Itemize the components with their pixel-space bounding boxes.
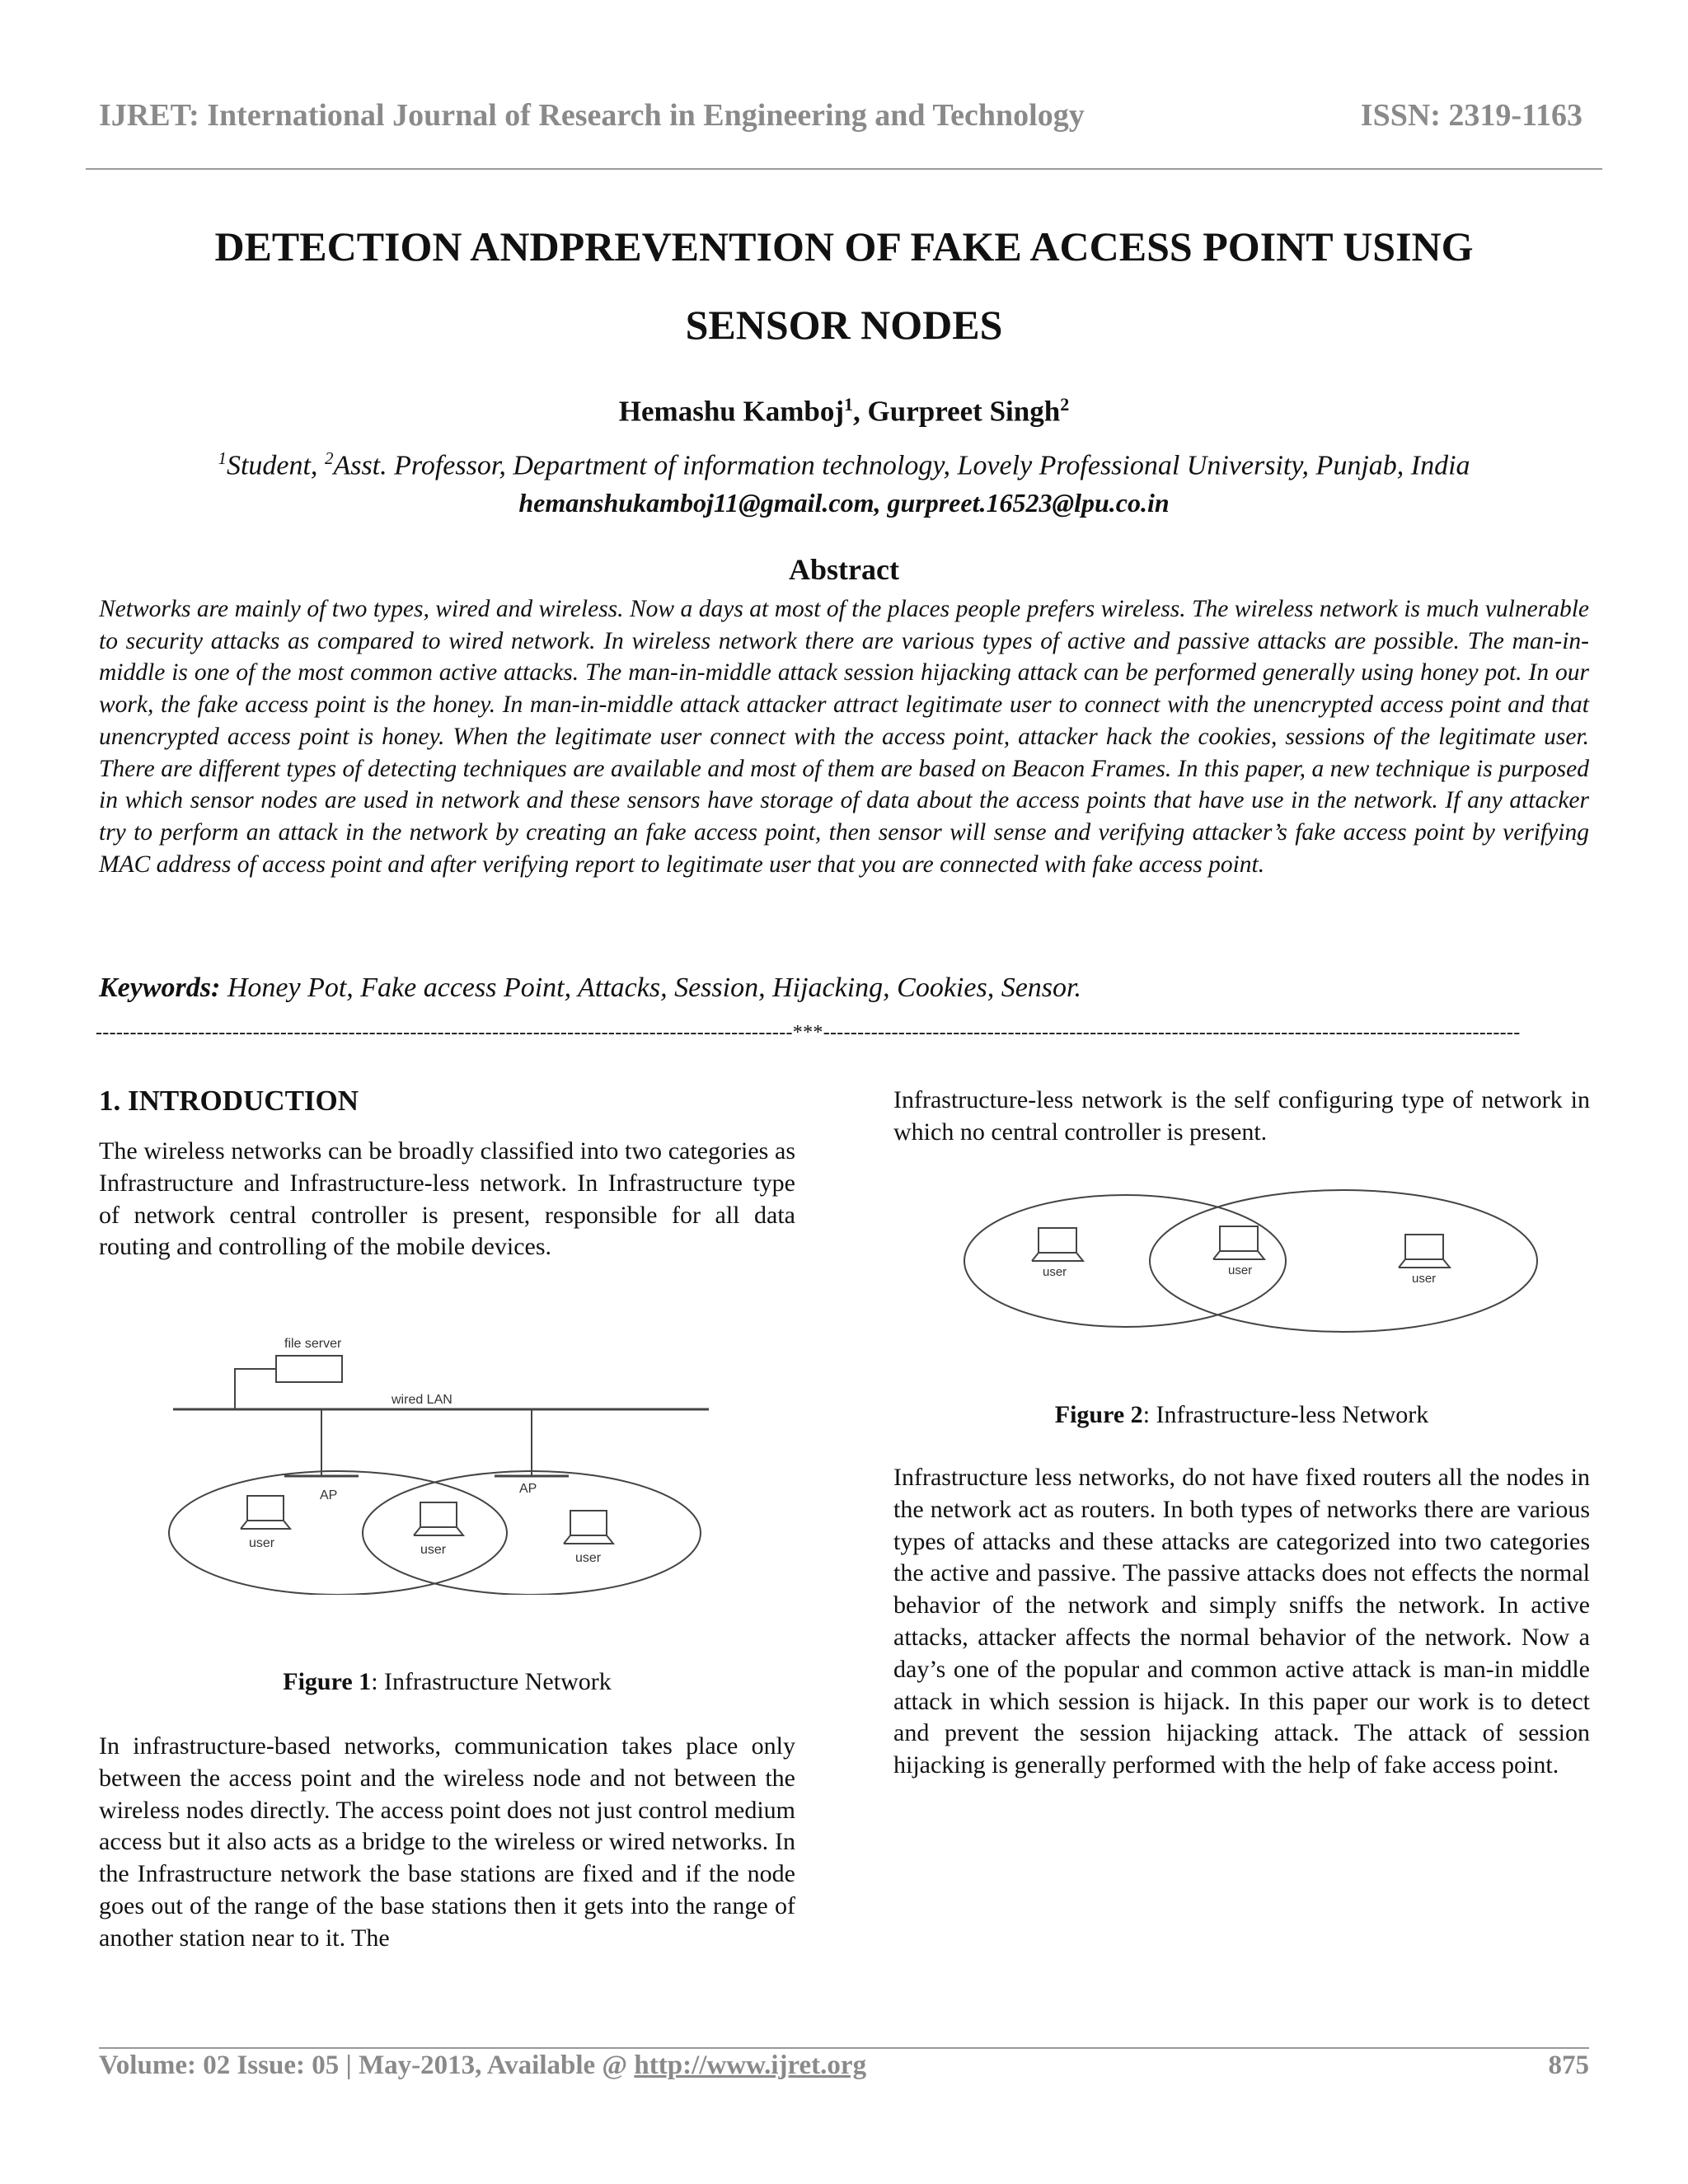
author-1-mark: 1 xyxy=(844,394,854,415)
author-2-mark: 2 xyxy=(1060,394,1070,415)
journal-name: IJRET: International Journal of Research in Engineering and Technology xyxy=(99,98,1085,133)
laptop-icon xyxy=(241,1496,290,1529)
affil-role-2: Asst. Professor, Department of information technology, Lovely Professional University, Punjab, India xyxy=(333,450,1470,481)
label-wired-lan: wired LAN xyxy=(392,1393,452,1407)
label-user-middle: user xyxy=(420,1543,447,1557)
laptop-icon xyxy=(414,1502,463,1535)
abstract-text: Networks are mainly of two types, wired and wireless. Now a days at most of the places people prefers wireless. The wireless network is much vulnerable to security attacks as compared to wired network. In wireless network there are various types of active and passive attacks are possible. The man-in-middle is one of the most common active attacks. The man-in-middle attack session hijacking attack can be performed generally using honey pot. In our work, the fake access point is the honey. In man-in-middle attack attacker attract legitimate user to connect with the unencrypted access point and that unencrypted access point is honey. When the legitimate user connect with the access point, attacker hack the cookies, sessions of the legitimate user. There are different types of detecting techniques are available and most of them are based on Beacon Frames. In this paper, a new technique is purposed in which sensor nodes are used in network and these sensors have storage of data about the access points that have use in the network. If any attacker try to perform an attack in the network by creating an fake access point, then sensor will sense and verifying attacker’s fake access point by verifying MAC address of access point and after verifying report to legitimate user that you are connected with fake access point. xyxy=(99,596,1589,878)
laptop-icon xyxy=(564,1511,613,1544)
label-user-left: user xyxy=(249,1536,275,1550)
laptop-icon xyxy=(1032,1228,1083,1261)
author-2: Gurpreet Singh xyxy=(867,395,1061,428)
affil-role-1: Student, xyxy=(226,450,325,481)
authors xyxy=(99,394,1589,429)
file-server-link xyxy=(235,1369,276,1409)
laptop-icon xyxy=(1213,1226,1264,1259)
section-heading-introduction: 1. INTRODUCTION xyxy=(99,1085,359,1117)
laptop-icon xyxy=(1399,1235,1450,1268)
label-user-left: user xyxy=(1043,1265,1067,1279)
affil-mark-2: 2 xyxy=(324,448,334,468)
figure-1-caption xyxy=(99,1668,795,1696)
keywords xyxy=(99,972,1589,1004)
figure-1-diagram xyxy=(165,1323,725,1595)
intro-paragraph-2: In infrastructure-based networks, communication takes place only between the access point and the wireless node and not between the wireless nodes directly. The access point does not just control medium access but it also acts as a bridge to the wireless or wired networks. In the Infrastructure network the base stations are fixed and if the node goes out of the range of the base stations then it gets into the range of another station near to it. The xyxy=(99,1732,795,1952)
cell-right-ellipse xyxy=(1150,1190,1537,1332)
cell-left-ellipse xyxy=(169,1471,507,1595)
journal-url-link[interactable]: http://www.ijret.org xyxy=(634,2050,867,2080)
author-1: Hemashu Kamboj xyxy=(618,395,845,428)
label-user-middle: user xyxy=(1228,1263,1253,1277)
label-user-right: user xyxy=(575,1551,602,1565)
figure-2-caption-text: : Infrastructure-less Network xyxy=(1142,1401,1429,1428)
figure-1-label: Figure 1 xyxy=(283,1668,372,1695)
keywords-label: Keywords: xyxy=(99,972,221,1003)
footer-volume-text: Volume: 02 Issue: 05 | May-2013, Available @ xyxy=(99,2050,635,2080)
figure-2-diagram xyxy=(956,1179,1541,1335)
cell-left-ellipse xyxy=(964,1195,1286,1327)
file-server-box xyxy=(276,1356,342,1382)
intro-paragraph-1: The wireless networks can be broadly classified into two categories as Infrastructure and Infrastructure-less network. In Infrastructure type of network central controller is present, responsible for all data routing and controlling of the mobile devices. xyxy=(99,1137,795,1261)
footer-volume-info xyxy=(99,2050,866,2081)
figure-1-caption-text: : Infrastructure Network xyxy=(371,1668,612,1695)
paper-title xyxy=(99,208,1589,364)
header-divider xyxy=(86,168,1602,170)
footer-divider xyxy=(99,2047,1589,2049)
affil-mark-1: 1 xyxy=(218,448,227,468)
intro-paragraph-4: Infrastructure less networks, do not have fixed routers all the nodes in the network act as routers. In both types of networks there are various types of attacks and these attacks are categorized into two categories the active and passive. The passive attacks does not effects the normal behavior of the network and simply sniffs the network. In active attacks, attacker affects the normal behavior of the network. Now a day’s one of the popular and common active attack is man-in middle attack in which session is hijack. In this paper our work is to detect and prevent the session hijacking attack. The attack of session hijacking is generally performed with the help of fake access point. xyxy=(893,1464,1590,1779)
keywords-list: Honey Pot, Fake access Point, Attacks, Session, Hijacking, Cookies, Sensor. xyxy=(220,972,1081,1003)
author-separator: , xyxy=(853,395,868,428)
figure-2-label: Figure 2 xyxy=(1054,1401,1143,1428)
label-ap-right: AP xyxy=(519,1482,537,1496)
author-emails: hemanshukamboj11@gmail.com, gurpreet.16523@lpu.co.in xyxy=(518,488,1170,518)
intro-paragraph-3: Infrastructure-less network is the self configuring type of network in which no central controller is present. xyxy=(893,1086,1590,1146)
title-line-1: DETECTION ANDPREVENTION OF FAKE ACCESS POINT USING xyxy=(214,223,1474,269)
affiliation xyxy=(99,448,1589,481)
figure-2-caption xyxy=(893,1401,1590,1429)
title-line-2: SENSOR NODES xyxy=(685,302,1003,348)
label-ap-left: AP xyxy=(320,1488,338,1502)
section-separator: ------------------------------------------------------------------------------------------------------***------------------------------------------------------------------------------------------------------ xyxy=(96,1022,1521,1043)
abstract-heading: Abstract xyxy=(789,553,899,586)
issn: ISSN: 2319-1163 xyxy=(1360,98,1582,133)
label-user-right: user xyxy=(1412,1272,1437,1286)
page-number: 875 xyxy=(1548,2050,1589,2080)
label-file-server: file server xyxy=(284,1337,342,1351)
